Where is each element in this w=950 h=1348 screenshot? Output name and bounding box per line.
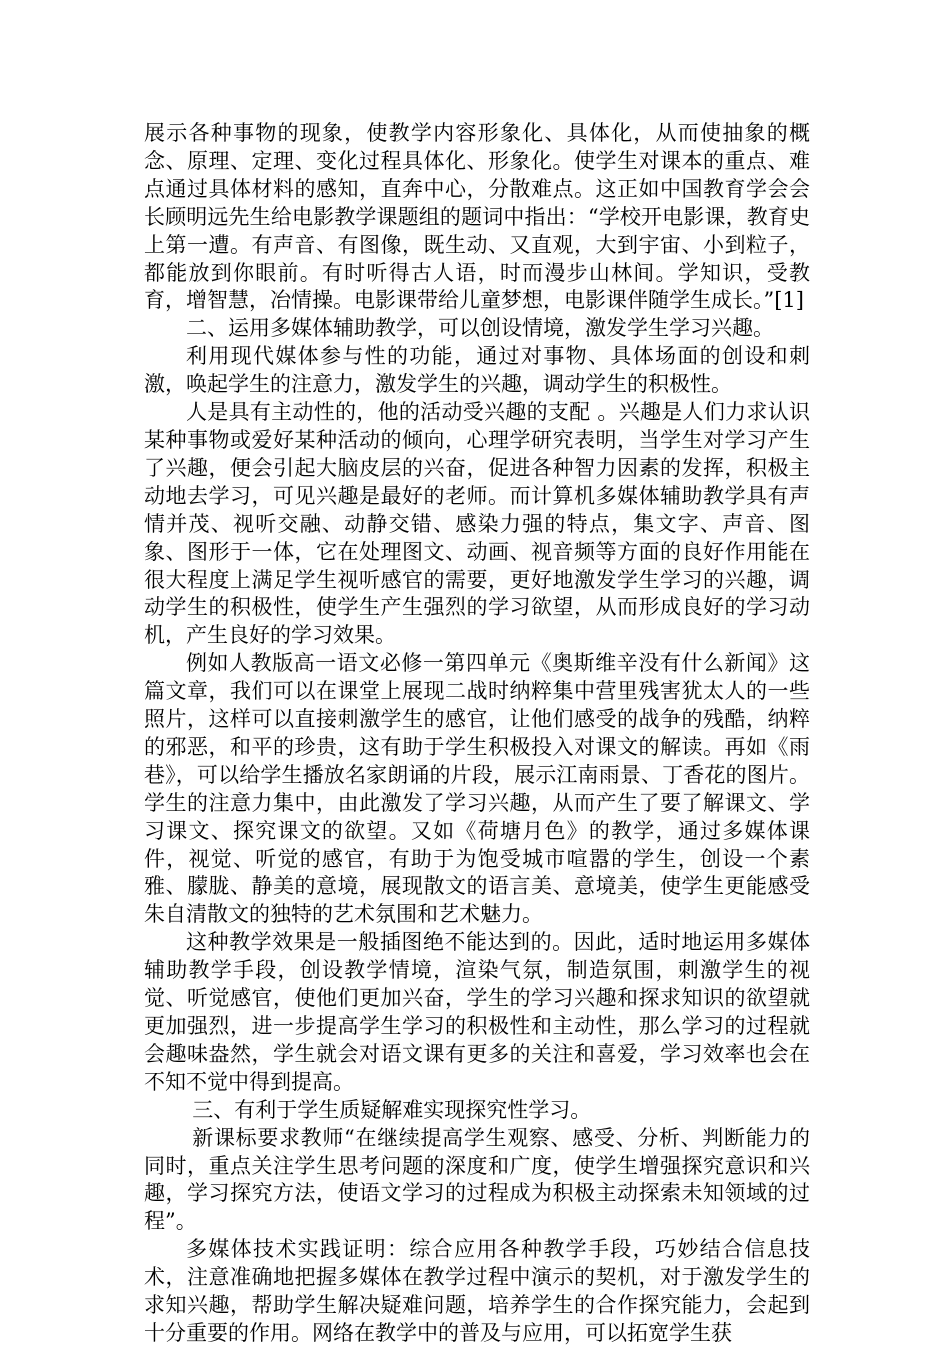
paragraph-interest: 人是具有主动性的，他的活动受兴趣的支配 。兴趣是人们力求认识某种事物或爱好某种活动的倾向，心理学研究表明，当学生对学习产生了兴趣，便会引起大脑皮层的兴奋，促进各种智力因素的发挥，积极主动地去学习，可见兴趣是最好的老师。而计算机多媒体辅助教学具有声情并茂、视听交融、动静交错、感染力强的特点，集文字、声音、图象、图形于一体，它在处理图文、动画、视音频等方面的良好作用能在很大程度上满足学生视听感官的需要，更好地激发学生学习的兴趣，调动学生的积极性，使学生产生强烈的学习欲望，从而形成良好的学习动机，产生良好的学习效果。 bbox=[144, 400, 810, 648]
paragraph-teaching-effect: 这种教学效果是一般插图绝不能达到的。因此，适时地运用多媒体辅助教学手段，创设教学情境，渲染气氛，制造氛围，刺激学生的视觉、听觉感官，使他们更加兴奋，学生的学习兴趣和探求知识的欲望就更加强烈，进一步提高学生学习的积极性和主动性，那么学习的过程就会趣味盎然，学生就会对语文课有更多的关注和喜爱，学习效率也会在不知不觉中得到提高。 bbox=[144, 930, 810, 1094]
paragraph-multimedia-practice: 多媒体技术实践证明：综合应用各种教学手段，巧妙结合信息技术，注意准确地把握多媒体在教学过程中演示的契机，对于激发学生的求知兴趣，帮助学生解决疑难问题，培养学生的合作探究能力，会起到十分重要的作用。网络在教学中的普及与应用，可以拓宽学生获 bbox=[144, 1237, 810, 1345]
paragraph-media-function: 利用现代媒体参与性的功能，通过对事物、具体场面的创设和刺激，唤起学生的注意力，激发学生的兴趣，调动学生的积极性。 bbox=[144, 344, 810, 397]
paragraph-continuation: 展示各种事物的现象，使教学内容形象化、具体化，从而使抽象的概念、原理、定理、变化过程具体化、形象化。使学生对课本的重点、难点通过具体材料的感知，直奔中心，分散难点。这正如中国教育学会会长顾明远先生给电影教学课题组的题词中指出：“学校开电影课，教育史上第一遭。有声音、有图像，既生动、又直观，大到宇宙、小到粒子，都能放到你眼前。有时听得古人语，时而漫步山林间。学知识，受教育，增智慧，冶情操。电影课带给儿童梦想，电影课伴随学生成长。”[1] bbox=[144, 121, 810, 313]
paragraph-curriculum-standard: 新课标要求教师“在继续提高学生观察、感受、分析、判断能力的同时，重点关注学生思考问题的深度和广度，使学生增强探究意识和兴趣，学习探究方法，使语文学习的过程成为积极主动探索未知领域的过程”。 bbox=[144, 1125, 810, 1234]
document-body bbox=[144, 120, 810, 1348]
paragraph-examples: 例如人教版高一语文必修一第四单元《奥斯维辛没有什么新闻》这篇文章，我们可以在课堂上展现二战时纳粹集中营里残害犹太人的一些照片，这样可以直接刺激学生的感官，让他们感受的战争的残酷，纳粹的邪恶，和平的珍贵，这有助于学生积极投入对课文的解读。再如《雨巷》，可以给学生播放名家朗诵的片段，展示江南雨景、丁香花的图片。学生的注意力集中，由此激发了学习兴趣，从而产生了要了解课文、学习课文、探究课文的欲望。又如《荷塘月色》的教学，通过多媒体课件，视觉、听觉的感官，有助于为饱受城市喧嚣的学生，创设一个素雅、朦胧、静美的意境，展现散文的语言美、意境美，使学生更能感受朱自清散文的独特的艺术氛围和艺术魅力。 bbox=[144, 651, 810, 927]
section-heading-2: 二、运用多媒体辅助教学，可以创设情境，激发学生学习兴趣。 bbox=[186, 316, 774, 341]
section-heading-3: 三、有利于学生质疑解难实现探究性学习。 bbox=[192, 1097, 592, 1122]
